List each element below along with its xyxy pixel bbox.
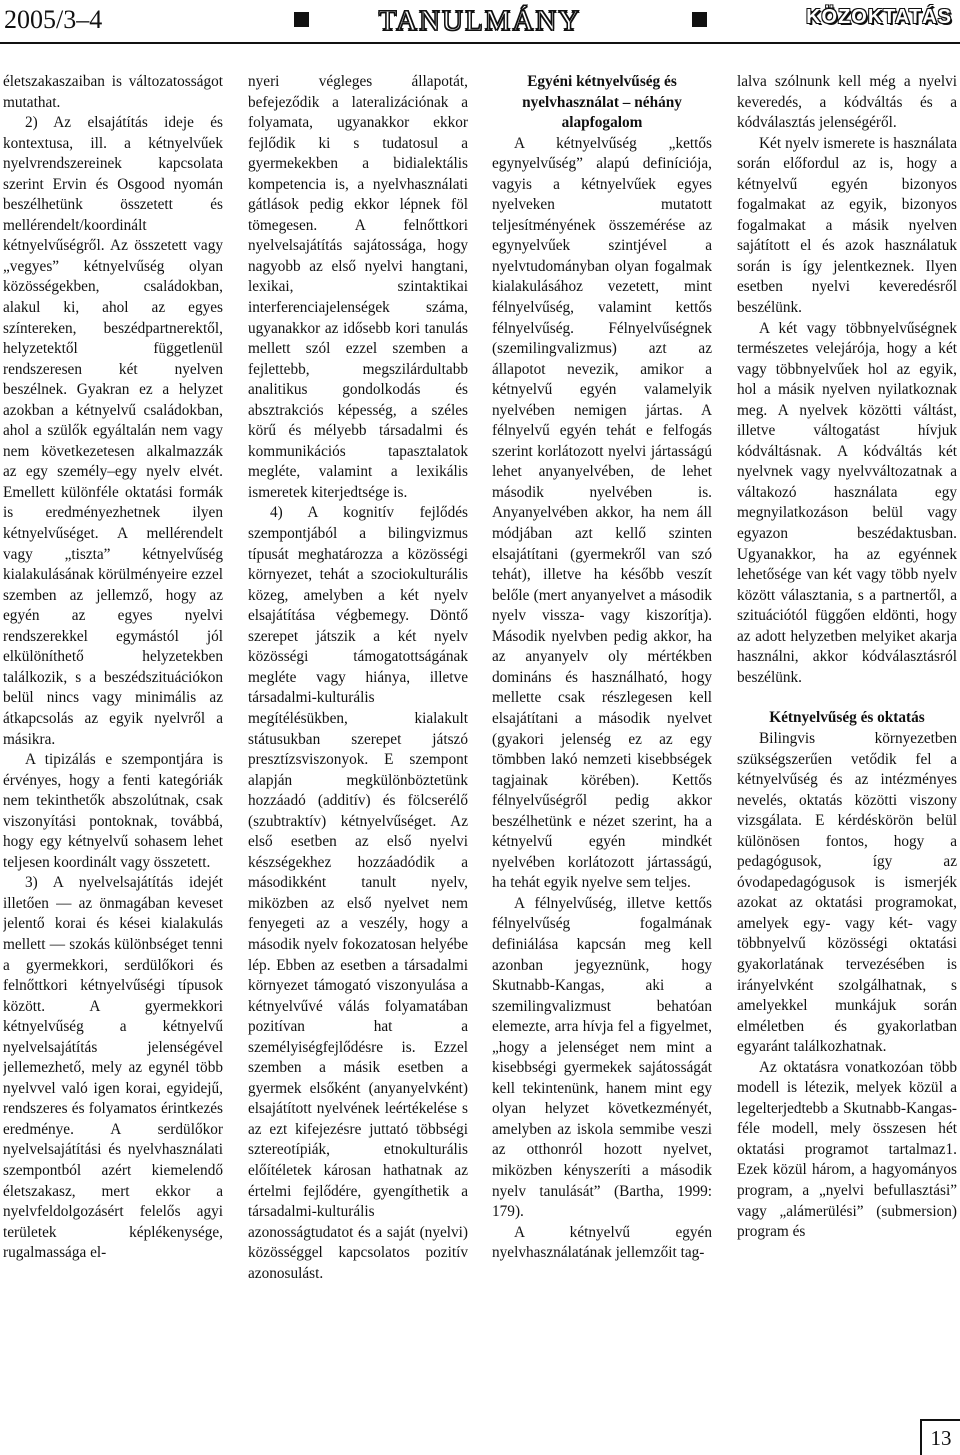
subsection-heading: Kétnyelvűség és oktatás (769, 709, 925, 727)
paragraph: Két nyelv ismerete is használata során előfordul az is, hogy a kétnyelvű egyén bizonyos fogalmakat az egyik, bizonyos fogalmakat a másik nyelven sajátított el és azok használatuk során is így jelentkeznek. Ilyen esetben nyelvi keveredésről beszélünk. (737, 134, 957, 317)
paragraph: A tipizálás e szempontjára is érvényes, hogy a fenti kategóriák nem tekinthetők abszolútnak, csak viszonyítási pontoknak, továbbá, hogy egy kétnyelvű sohasem lehet teljesen koordinált vagy összetett. (3, 751, 223, 871)
text-column-4 (737, 72, 957, 1422)
page-header (0, 0, 960, 42)
header-rule (0, 42, 960, 44)
text-column-3 (492, 72, 712, 1422)
section-title: TANULMÁNY (378, 5, 582, 37)
paragraph: Bilingvis környezetben szükségszerűen vetődik fel a kétnyelvűség és az intézményes nevelés, oktatás közötti viszony vizsgálata. E kérdéskörön belül különösen fontos, hogy a pedagógusok, így az óvodapedagógusok is ismerjék azokat az oktatási programokat, amelyek egy- vagy két- vagy többnyelvű közösségi oktatási gyakorlatának tervezésében is irányelvként szolgálhatnak, s amelyekkel munkájuk során elméletben és gyakorlatban egyaránt találkozhatnak. (737, 729, 957, 1056)
paragraph: lalva szólnunk kell még a nyelvi keveredés, a kódváltás és a kódválasztás jelenségéről. (737, 73, 957, 132)
paragraph: 4) A kognitív fejlődés szempontjából a bilingvizmus típusát meghatározza a közösségi környezet, tehát a szociokulturális közeg, amelyben a két nyelv elsajátítása végbemegy. Döntő szerepet játszik a két nyelv közösségi támogatottságának megléte vagy hiánya, illetve társadalmi-kulturális megítélésükben, kialakult státusukban szerepet játszó presztízsviszonyok. E szempont alapján megkülönböztetünk hozzáadó (additív) és fölcserélő (szubtraktív) kétnyelvűséget. Az első esetben az első nyelvi készségekhez hozzáadódik a másodikként tanult nyelv, miközben az első nyelvet nem fenyegeti az a veszély, hogy a második nyelv fokozatosan helyébe lép. Ebben az esetben a társadalmi környezet támogató viszonyulása a kétnyelvűvé válás folyamatában pozitívan hat a személyiségfejlődésre is. Ezzel szemben a másik esetben a gyermek elsőként (anyanyelvként) elsajátított nyelvének leértékelése s az ezt kifejezésre juttató többségi sztereotípiák, etnokulturális előítéletek károsan hathatnak az értelmi fejlődére, gyengíthetik a társadalmi-kulturális azonosságtudatot és a saját (nyelvi) közösséggel kapcsolatos pozitív azonosulást. (248, 504, 468, 1282)
square-bullet-icon (692, 12, 707, 27)
paragraph: A kétnyelvű egyén nyelvhasználatának jellemzőit tag- (492, 1223, 712, 1262)
paragraph: A félnyelvűség, illetve kettős félnyelvűség fogalmának definiálása kapcsán meg kell azonban jegyeznünk, hogy Skutnabb-Kangas, aki a szemilingvalizmust behatóan elemezte, arra hívja fel a figyelmet, „hogy a jelenséget nem mint a kisebbségi gyermekek sajátosságát kell tekintenünk, hanem mint egy olyan helyzet következményét, amelyben az iskola semmibe veszi az otthonról hozott nyelvet, miközben kényszeríti a második nyelv tanulását” (Bartha, 1999: 179). (492, 894, 712, 1221)
paragraph: A kétnyelvűség „kettős egynyelvűség” alapú definíciója, vagyis a kétnyelvűek egyes nyelveken mutatott teljesítményének összemérése az egynyelvűek szintjével a nyelvtudományban olyan fogalmak kialakulásához vezetett, mint félnyelvűség, valamint kettős félnyelvűség. Félnyelvűségnek (szemilingvalizmus) azt az állapotot nevezik, amikor a kétnyelvű egyén valamelyik nyelvében nemigen jártas. A félnyelvű egyén tehát e felfogás szerint korlátozott nyelvi jártasságú lehet anyanyelvében, de lehet második nyelvében is. Anyanyelvében akkor, ha nem áll módjában azt kellő szinten elsajátítani (gyermekről van szó tehát), illetve ha később veszít belőle (mert anyanyelvet a második nyelv vissza- vagy kiszorítja). Második nyelvben pedig akkor, ha az anyanyelv oly mértékben domináns és használható, hogy mellette csak részlegesen kell elsajátítani a második nyelvet (gyakori jelenség ez az egy tömbben lakó nemzeti kisebbségek tagjainak körében). Kettős félnyelvűségről pedig akkor beszélhetünk e nézet szerint, ha a kétnyelvű egyén mindkét nyelvében korlátozott jártasságú, ha tehát egyik nyelve sem teljes. (492, 134, 712, 892)
paragraph: életszakaszaiban is változatosságot mutathat. (3, 73, 223, 111)
subsection-heading: Egyéni kétnyelvűség és nyelvhasználat – néhány alapfogalom (522, 73, 682, 132)
paragraph: 3) A nyelvelsajátítás idejét illetően — az önmagában keveset jelentő korai és kései kialakulás mellett — szokás különbséget tenni a gyermekkori, serdülőkori és felnőttkori kétnyelvűségi típusok között. A gyermekkori kétnyelvűség a kétnyelvű nyelvelsajátítás jelenségével jellemezhető, mely az egynél több nyelvvel való igen korai, egyidejű, rendszeres és folyamatos érintkezés eredménye. A serdülőkor nyelvelsajátítási és nyelvhasználati szempontból azért kiemelendő életszakasz, mert ekkor a nyelvfeldolgozásért felelős agyi területek képlékenysége, rugalmassága el- (3, 874, 223, 1262)
paragraph: Az oktatásra vonatkozóan több modell is létezik, melyek közül a legelterjedtebb a Skutnabb-Kangas-féle modell, mely összesen hét oktatási programot tartalmaz1. Ezek közül három, a hagyományos program, a „nyelvi befullasztási” vagy „alámerülési” (submersion) program és (737, 1058, 957, 1241)
issue-number: 2005/3–4 (4, 5, 103, 34)
page-number: 13 (920, 1419, 960, 1455)
paragraph: 2) Az elsajátítás ideje és kontextusa, ill. a kétnyelvűek nyelvrendszereinek kapcsolata szerint Ervin és Osgood nyomán beszélhetünk összetett és mellérendelt/koordinált kétnyelvűségről. Az összetett vagy „vegyes” kétnyelvűség olyan közösségekben, családokban, alakul ki, ahol az egyes színtereken, beszédpartnerektől, helyzetektől függetlenül rendszeresen két nyelven beszélnek. Gyakran ez a helyzet azokban a kétnyelvű családokban, ahol a szülők egyáltalán nem vagy nem következetesen alkalmazzák az egy személy–egy nyelv elvét. Emellett különféle oktatási formák is eredményezhetnek ilyen kétnyelvűséget. A mellérendelt vagy „tiszta” kétnyelvűség kialakulásának körülményeire ezzel szemben az jellemző, hogy az egyén az egyes nyelvi rendszerekkel egymástól jól elkülöníthető helyzetekben találkozik, s a beszédszituációkon belül nincs vagy minimális az átkapcsolás az egyik nyelvről a másikra. (3, 114, 223, 748)
paragraph: A két vagy többnyelvűségnek természetes velejárója, hogy a két vagy többnyelvűek hol az egyik, hol a másik nyelven nyilatkoznak meg. A nyelvek közötti váltást, illetve váltogatást hívjuk kódváltásnak. A kódváltás két nyelvnek vagy nyelvváltozatnak a váltakozó használata egy megnyilatkozáson belül vagy egyazon beszédaktusban. Ugyanakkor, ha az egyénnek lehetősége van két vagy több nyelv között választania, s a partnertől, a szituációtól függően eldönti, hogy az adott helyzetben melyiket akarja használni, akkor kódválasztásról beszélünk. (737, 319, 957, 686)
text-column-1 (3, 72, 223, 1422)
journal-name: KÖZOKTATÁS (806, 6, 952, 28)
paragraph: nyeri végleges állapotát, befejeződik a lateralizációnak a folyamata, ugyanakkor ekkor fejlődik ki s tudatosul a gyermekekben a bidialektális kompetencia is, a nyelvhasználati gátlások pedig ekkor lépnek föl tömegesen. A felnőttkori nyelvelsajátítás sajátossága, hogy nagyobb az első nyelvi hangtani, lexikai, szintaktikai interferenciajelenségek száma, ugyanakkor az idősebb kori tanulás mellett szól ezzel szemben a fejlettebb, megszilárdultabb analitikus gondolkodás és absztrakciós képesség, a széles körű és mélyebb társadalmi és kommunikációs tapasztalatok megléte, valamint a lexikális ismeretek kiterjedtsége is. (248, 73, 468, 501)
text-column-2 (248, 72, 468, 1422)
